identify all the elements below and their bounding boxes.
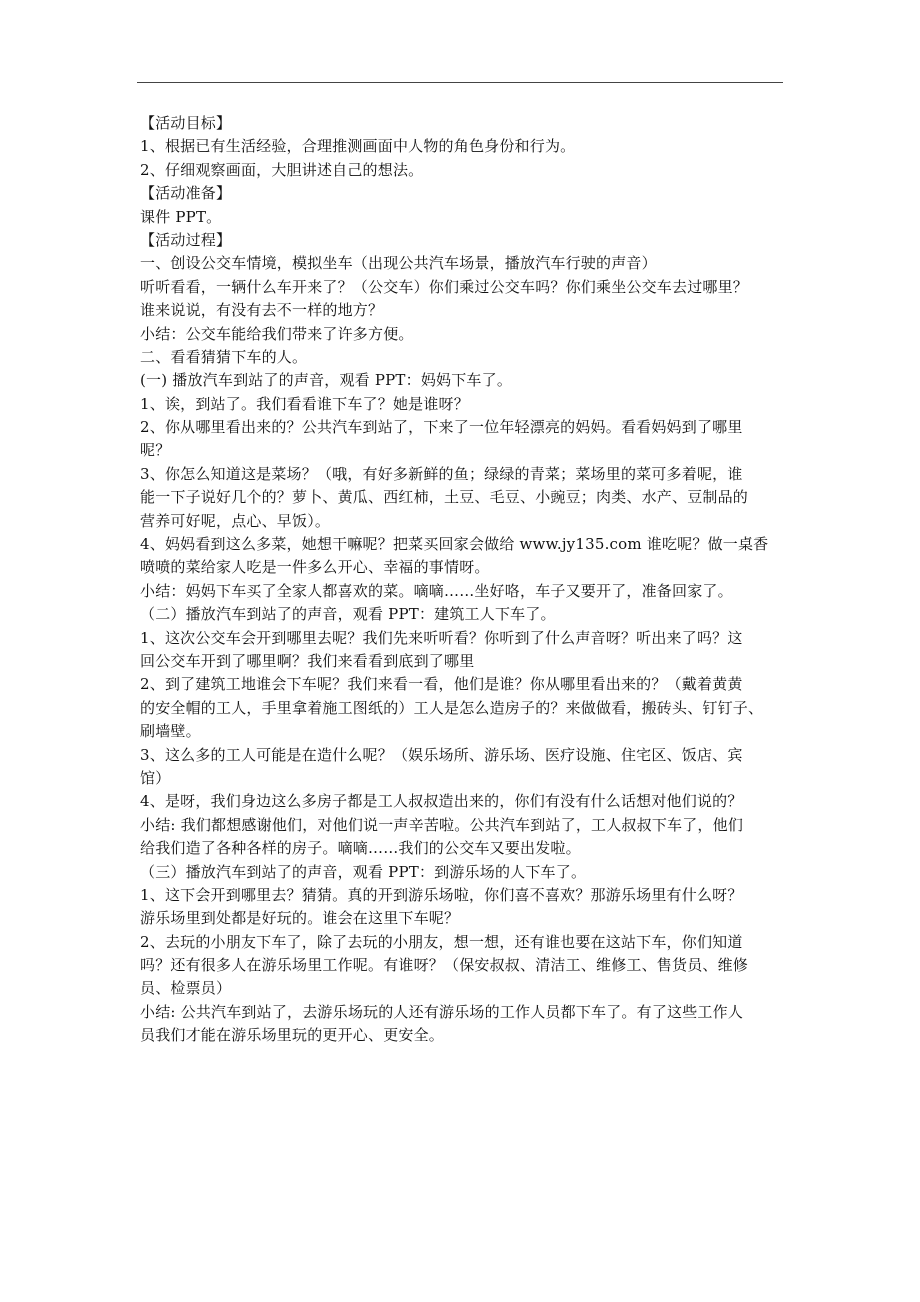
paragraph-line: 能一下子说好几个的？萝卜、黄瓜、西红柿，土豆、毛豆、小豌豆；肉类、水产、豆制品的 [140,488,749,507]
paragraph-line: 2、你从哪里看出来的？公共汽车到站了，下来了一位年轻漂亮的妈妈。看看妈妈到了哪里 [140,418,743,437]
paragraph-line: 二、看看猜猜下车的人。 [140,347,308,366]
paragraph-line: 喷喷的菜给家人吃是一件多么开心、幸福的事情呀。 [140,558,490,577]
paragraph-line: 员、检票员） [140,979,232,998]
header-rule [137,82,783,83]
paragraph-line: （二）播放汽车到站了的声音，观看 PPT：建筑工人下车了。 [140,605,556,624]
paragraph-line: 课件 PPT。 [140,207,222,226]
paragraph-line: 1、根据已有生活经验，合理推测画面中人物的角色身份和行为。 [140,137,576,156]
paragraph-line: 吗？还有很多人在游乐场里工作呢。有谁呀？（保安叔叔、清洁工、维修工、售货员、维修 [140,956,749,975]
paragraph-line: 呢？ [140,441,171,460]
paragraph-line: 小结: 公共汽车到站了，去游乐场玩的人还有游乐场的工作人员都下车了。有了这些工作人 [140,1002,744,1021]
paragraph-line: （三）播放汽车到站了的声音，观看 PPT：到游乐场的人下车了。 [140,862,587,881]
paragraph-line: 的安全帽的工人，手里拿着施工图纸的）工人是怎么造房子的？来做做看，搬砖头、钉钉子、 [140,698,764,717]
paragraph-line: 给我们造了各种各样的房子。嘀嘀……我们的公交车又要出发啦。 [140,839,581,858]
paragraph-line: 一、创设公交车情境，模拟坐车（出现公共汽车场景，播放汽车行驶的声音） [140,254,657,273]
paragraph-line: 2、仔细观察画面，大胆讲述自己的想法。 [140,160,424,179]
paragraph-line: (一) 播放汽车到站了的声音，观看 PPT：妈妈下车了。 [140,371,513,390]
paragraph-line: 营养可好呢，点心、早饭）。 [140,511,331,530]
paragraph-line: 游乐场里到处都是好玩的。谁会在这里下车呢？ [140,909,460,928]
paragraph-line: 3、你怎么知道这是菜场？（哦，有好多新鲜的鱼；绿绿的青菜；菜场里的菜可多着呢，谁 [140,464,743,483]
paragraph-line: 2、到了建筑工地谁会下车呢？我们来看一看，他们是谁？你从哪里看出来的？（戴着黄黄 [140,675,743,694]
paragraph-line: 1、这下会开到哪里去？猜猜。真的开到游乐场啦，你们喜不喜欢？那游乐场里有什么呀？ [140,885,743,904]
paragraph-line: 小结：公交车能给我们带来了许多方便。 [140,324,414,343]
paragraph-line: 小结: 我们都想感谢他们，对他们说一声辛苦啦。公共汽车到站了，工人叔叔下车了，他们 [140,815,744,834]
paragraph-line: 听听看看，一辆什么车开来了？（公交车）你们乘过公交车吗？你们乘坐公交车去过哪里？ [140,277,749,296]
paragraph-line: 馆） [140,768,171,787]
document-body [140,112,790,1048]
paragraph-line: 员我们才能在游乐场里玩的更开心、更安全。 [140,1026,445,1045]
paragraph-line: 1、诶，到站了。我们看看谁下车了？她是谁呀？ [140,394,469,413]
paragraph-line: 1、这次公交车会开到哪里去呢？我们先来听听看？你听到了什么声音呀？听出来了吗？这 [140,628,743,647]
paragraph-line: 刷墙壁。 [140,722,201,741]
paragraph-line: 谁来说说，有没有去不一样的地方？ [140,301,384,320]
paragraph-line: 回公交车开到了哪里啊？我们来看看到底到了哪里 [140,651,475,670]
section-heading-preparation: 【活动准备】 [140,184,232,203]
paragraph-line: 3、这么多的工人可能是在造什么呢？（娱乐场所、游乐场、医疗设施、住宅区、饭店、宾 [140,745,743,764]
section-heading-process: 【活动过程】 [140,230,232,249]
paragraph-line: 4、妈妈看到这么多菜，她想干嘛呢？把菜买回家会做给 www.jy135.com 谁吃呢？做一桌香 [140,535,769,554]
section-heading-goals: 【活动目标】 [140,114,232,132]
paragraph-line: 小结：妈妈下车买了全家人都喜欢的菜。嘀嘀……坐好咯，车子又要开了，准备回家了。 [140,581,733,600]
paragraph-line: 2、去玩的小朋友下车了，除了去玩的小朋友，想一想，还有谁也要在这站下车，你们知道 [140,932,743,951]
paragraph-line: 4、是呀，我们身边这么多房子都是工人叔叔造出来的，你们有没有什么话想对他们说的？ [140,792,743,811]
